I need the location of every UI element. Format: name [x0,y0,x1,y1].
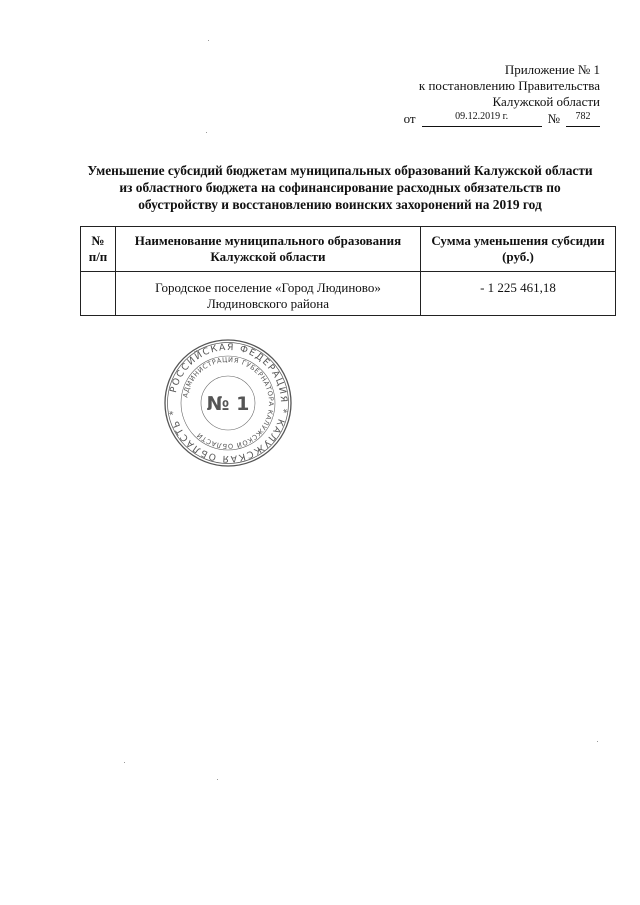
row-municipality-line2: Людиновского района [206,296,330,311]
header-municipality-line2: Калужской области [210,249,326,264]
table-header-row [81,227,616,272]
header-number-line1: № [91,233,105,248]
row-amount: - 1 225 461,18 [421,272,616,316]
header-amount-line1: Сумма уменьшения субсидии [431,233,605,248]
row-municipality-line1: Городское поселение «Город Людиново» [155,280,381,295]
header-amount-line2: (руб.) [502,249,534,264]
scan-speck [217,779,218,780]
subsidy-table [80,226,616,316]
number-field [566,110,600,127]
appendix-title: Приложение № 1 [504,62,600,77]
header-number-line2: п/п [88,249,108,264]
from-label: от [403,111,416,126]
number-value: 782 [575,111,591,122]
scan-speck [597,741,598,742]
seal-outer-text: РОССИЙСКАЯ ФЕДЕРАЦИЯ * КАЛУЖСКАЯ ОБЛАСТЬ * [167,341,290,465]
seal-center-number: № 1 [206,393,250,415]
header-number [81,227,116,272]
appendix-resolution-ref: к постановлению Правительства [418,78,600,93]
title-line-1: Уменьшение субсидий бюджетам муниципальных образований Калужской области [87,163,593,178]
row-municipality [116,272,421,316]
scan-speck [208,40,209,41]
document-title [60,162,620,213]
title-line-3: обустройству и восстановлению воинских захоронений на 2019 год [138,197,542,212]
number-label: № [547,111,560,126]
row-number [81,272,116,316]
title-line-2: из областного бюджета на софинансирование расходных обязательств по [119,180,561,195]
date-field [422,110,542,127]
seal-inner-text: АДМИНИСТРАЦИЯ ГУБЕРНАТОРА КАЛУЖСКОЙ ОБЛАСТИ [181,355,276,451]
order-date-number-line [340,110,600,127]
scan-speck [124,762,125,763]
header-amount [421,227,616,272]
appendix-header [340,62,600,127]
appendix-region: Калужской области [492,94,600,109]
date-value: 09.12.2019 г. [455,111,509,122]
official-seal [163,338,293,468]
table-row [81,272,616,316]
scan-speck [206,132,207,133]
header-municipality [116,227,421,272]
header-municipality-line1: Наименование муниципального образования [134,233,402,248]
